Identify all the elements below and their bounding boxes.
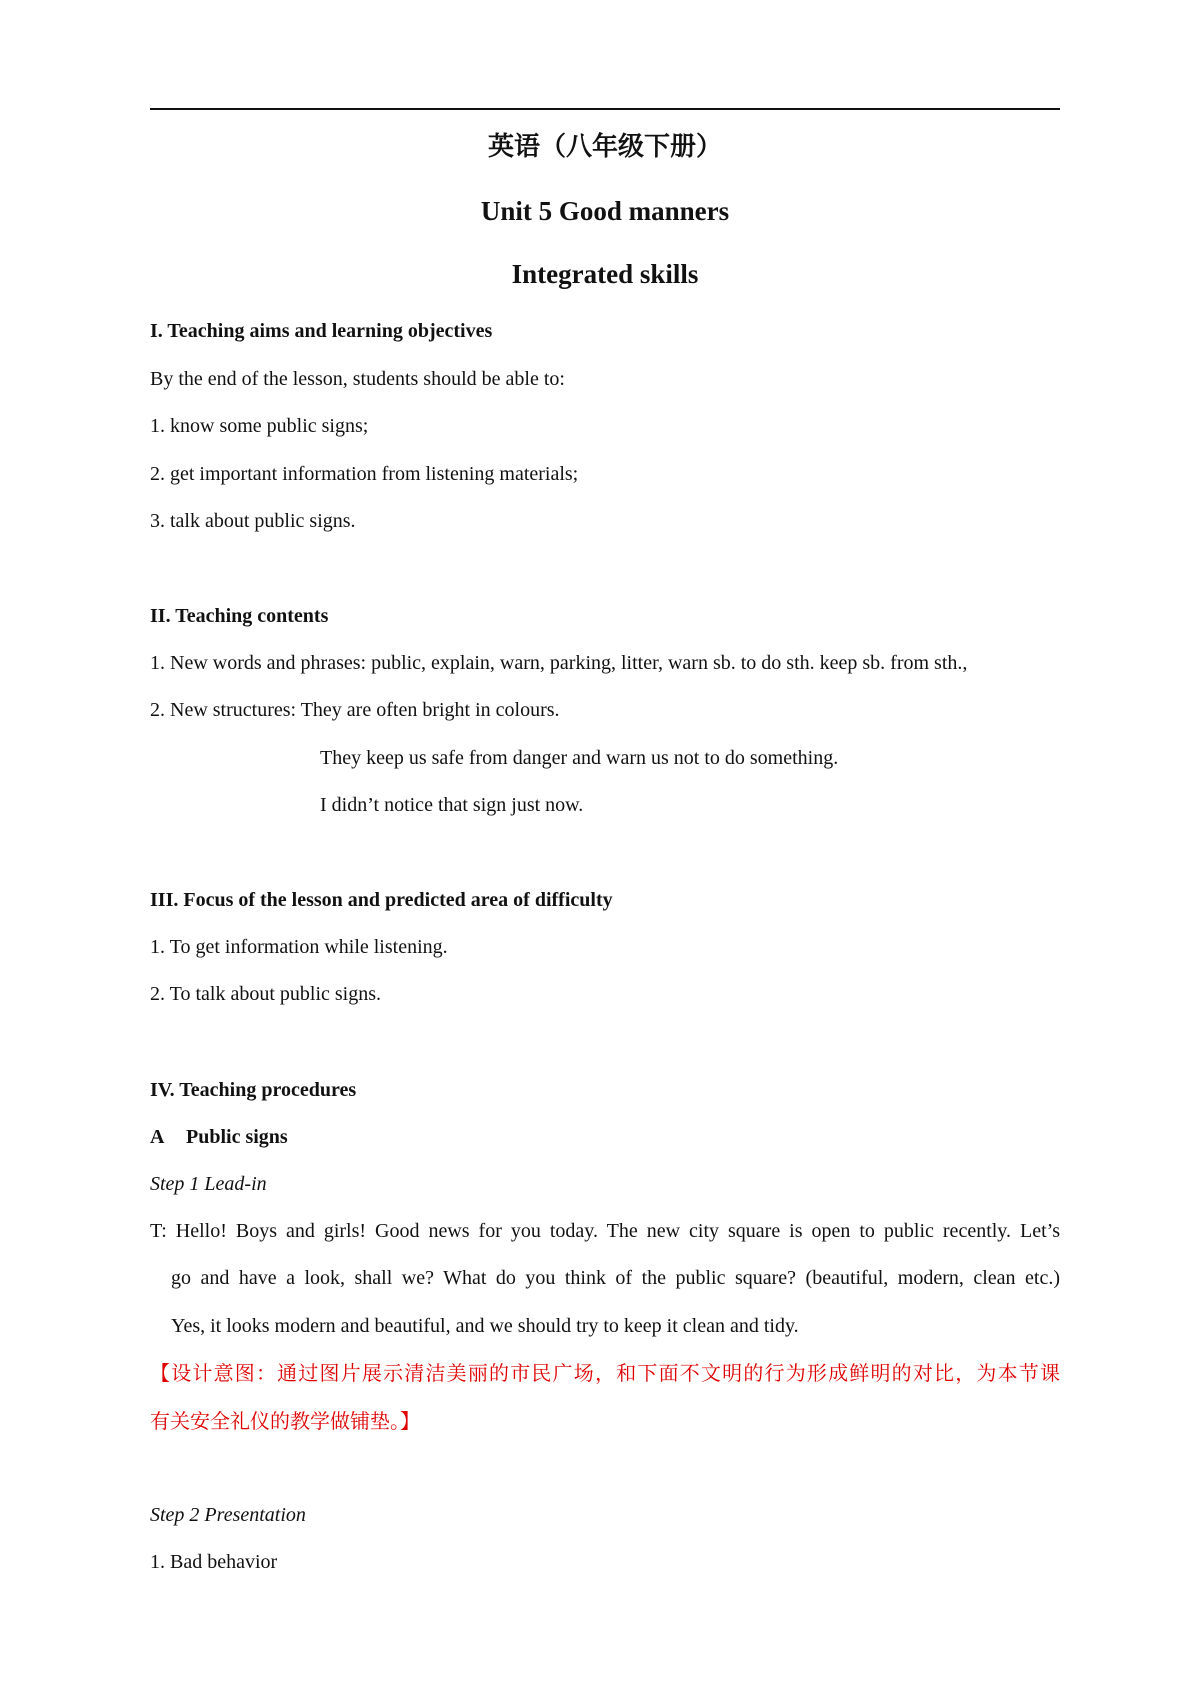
dialogue-line: go and have a look, shall we? What do you think of the public square? (beautiful, modern, clean etc.) xyxy=(171,1267,1060,1289)
section1-item: 2. get important information from listening materials; xyxy=(150,463,579,485)
section2-item-words: 1. New words and phrases: public, explain, warn, parking, litter, warn sb. to do sth. keep sb. from sth., xyxy=(150,652,968,674)
subsection-a-title: Public signs xyxy=(186,1126,288,1148)
lesson-title: Integrated skills xyxy=(511,259,699,289)
design-note: 有关安全礼仪的教学做铺垫。】 xyxy=(150,1409,420,1433)
dialogue-line: T: Hello! Boys and girls! Good news for you today. The new city square is open to public recently. Let’s xyxy=(150,1220,1060,1242)
section1-heading: I. Teaching aims and learning objectives xyxy=(150,320,493,342)
section3-item: 1. To get information while listening. xyxy=(150,936,448,958)
unit-title: Unit 5 Good manners xyxy=(480,196,730,226)
design-note: 【设计意图：通过图片展示清洁美丽的市民广场，和下面不文明的行为形成鲜明的对比，为本节课 xyxy=(150,1361,1060,1385)
step1-heading: Step 1 Lead-in xyxy=(150,1173,267,1195)
step2-heading: Step 2 Presentation xyxy=(150,1504,306,1526)
section1-intro: By the end of the lesson, students should be able to: xyxy=(150,368,565,390)
subsection-a-label: A xyxy=(150,1126,165,1148)
section4-heading: IV. Teaching procedures xyxy=(150,1079,357,1101)
section2-structure: They keep us safe from danger and warn us not to do something. xyxy=(320,747,839,769)
header-rule xyxy=(150,108,1060,110)
dialogue-line: Yes, it looks modern and beautiful, and we should try to keep it clean and tidy. xyxy=(171,1315,799,1337)
section2-structure: I didn’t notice that sign just now. xyxy=(320,794,584,816)
presentation-point: 1. Bad behavior xyxy=(150,1551,278,1573)
section3-heading: III. Focus of the lesson and predicted area of difficulty xyxy=(150,889,613,911)
section2-item-structures: 2. New structures: They are often bright in colours. xyxy=(150,699,560,721)
section3-item: 2. To talk about public signs. xyxy=(150,983,381,1005)
document-title-cn: 英语（八年级下册） xyxy=(487,132,722,161)
section2-heading: II. Teaching contents xyxy=(150,605,329,627)
section1-item: 1. know some public signs; xyxy=(150,415,369,437)
section1-item: 3. talk about public signs. xyxy=(150,510,356,532)
